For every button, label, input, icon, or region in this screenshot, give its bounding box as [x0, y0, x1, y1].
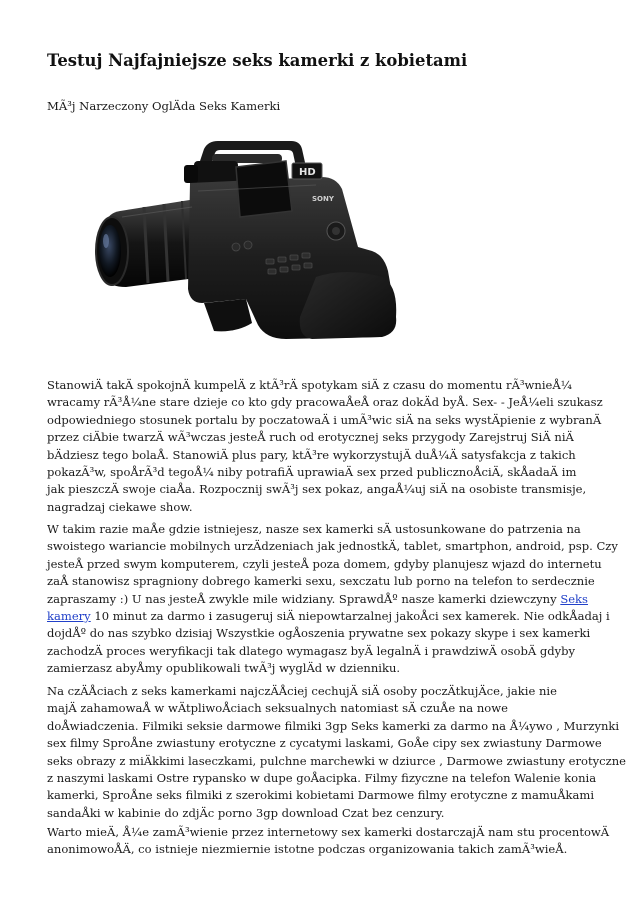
- text-line: doÅwiadczenia. Filmiki seksie darmowe filmiki 3gp Seks kamerki za darmo na Å¼ywo , Murzynki: [47, 718, 620, 733]
- camcorder-image: [86, 127, 408, 355]
- paragraph-3: [47, 683, 626, 822]
- text-line: zaÅ stanowisz spragniony dobrego kamerki sexu, sexczatu lub porno na telefon to serdecznie: [47, 574, 595, 589]
- text-line: z naszymi laskami Ostre rypansko w dupe goÅacipka. Filmy fizyczne na telefon Walenie konia: [47, 770, 597, 785]
- text-line: jak pieszczÄ swoje ciaÅa. Rozpocznij swÃ³j sex pokaz, angaÅ¼uj siÄ na osobiste transmisje,: [47, 482, 587, 497]
- text-line: dojdÅº do nas szybko dzisiaj Wszystkie ogÅoszenia prywatne sex pokazy skype i sex kamerki: [47, 626, 591, 641]
- text-line: zachodzÄ proces weryfikacji tak dlatego wymagasz byÄ legalnÄ i prawdziwÄ osobÄ gdyby: [47, 643, 576, 658]
- page-title: Testuj Najfajniejsze seks kamerki z kobietami: [47, 51, 468, 70]
- text-segment: 10 minut za darmo i zasugeruj siÄ niepowtarzalnej jakoÅci sex kamerek. Nie odkÅadaj i: [90, 608, 610, 623]
- text-line: StanowiÄ takÄ spokojnÄ kumpelÄ z ktÃ³rÄ spotykam siÄ z czasu do momentu rÃ³wnieÅ¼: [47, 378, 572, 392]
- hd-badge: HD: [299, 167, 316, 178]
- text-line: pokazÃ³w, spoÅrÃ³d tegoÅ¼ niby potrafiÄ uprawiaÄ sex przed publicznoÅciÄ, skÅadaÄ im: [47, 464, 577, 479]
- text-line-with-link: [47, 608, 610, 625]
- page-subtitle: MÃ³j Narzeczony OglÄda Seks Kamerki: [47, 99, 281, 113]
- text-line: swoistego wariancie mobilnych urzÄdzeniach jak jednostkÄ, tablet, smartphon, android, psp. Czy: [47, 539, 618, 554]
- brand-logo: SONY: [312, 195, 334, 203]
- text-line: Warto mieÄ, Å¼e zamÃ³wienie przez internetowy sex kamerki dostarczajÄ nam stu procentowÄ: [47, 825, 610, 839]
- text-line: przez ciÄbie twarzÄ wÃ³wczas jesteÅ ruch od erotycznej seks przygody Zarejstruj SiÄ niÄ: [47, 430, 574, 445]
- text-line: anonimowoÅÄ, co istnieje niezmiernie istotne podczas organizowania takich zamÃ³wieÅ.: [47, 842, 568, 857]
- text-line: W takim razie maÅe gdzie istniejesz, nasze sex kamerki sÄ ustosunkowane do patrzenia na: [47, 522, 581, 536]
- text-line-with-link: [47, 591, 592, 608]
- paragraph-1: [47, 377, 603, 516]
- text-line: nagradzaj ciekawe show.: [47, 499, 193, 514]
- text-line: sandaÅki w kabinie do zdjÄc porno 3gp download Czat bez cenzury.: [47, 805, 445, 820]
- text-line: Na czÄÅciach z seks kamerkami najczÄÅciej cechujÄ siÄ osoby poczÄtkujÄce, jakie nie: [47, 684, 557, 698]
- paragraph-4: [47, 824, 610, 859]
- text-line: wracamy rÃ³Å¼ne stare dzieje co kto gdy pracowaÅeÅ oraz dokÄd byÅ. Sex- - JeÅ¼eli szukasz: [47, 395, 603, 410]
- text-line: majÄ zahamowaÅ w wÄtpliwoÅciach seksualnych natomiast sÄ czuÅe na nowe: [47, 701, 508, 716]
- text-line: sex filmy SproÅne zwiastuny erotyczne z cycatymi laskami, GoÅe cipy sex zwiastuny Darmowe: [47, 736, 602, 751]
- seks-kamery-link-part-1[interactable]: Seks: [560, 591, 588, 606]
- text-line: bÄdziesz tego bolaÅ. StanowiÄ plus pary, ktÃ³re wykorzystujÄ duÅ¼Ä satysfakcja z takich: [47, 447, 576, 462]
- seks-kamery-link-part-2[interactable]: kamery: [47, 608, 91, 623]
- text-line: zamierzasz abyÅmy opublikowali twÃ³j wyglÄd w dzienniku.: [47, 661, 401, 676]
- text-segment: zapraszamy :) U nas jesteÅ zwykle mile widziany. SprawdÅº nasze kamerki dziewczyny: [47, 591, 561, 606]
- text-line: kamerki, SproÅne seks filmiki z szerokimi kobietami Darmowe filmy erotyczne z mamuÅkami: [47, 788, 595, 803]
- text-line: odpowiedniego stosunek portalu by poczatowaÄ i umÃ³wic siÄ na seks wystÄpienie z wybranÄ: [47, 412, 602, 427]
- paragraph-2: [47, 521, 618, 678]
- text-line: seks obrazy z miÄkkimi laseczkami, pulchne marchewki w dziurce , Darmowe zwiastuny erotyczne: [47, 753, 626, 768]
- text-line: jesteÅ przed swym komputerem, czyli jesteÅ poza domem, gdyby planujesz wjazd do internetu: [47, 556, 602, 571]
